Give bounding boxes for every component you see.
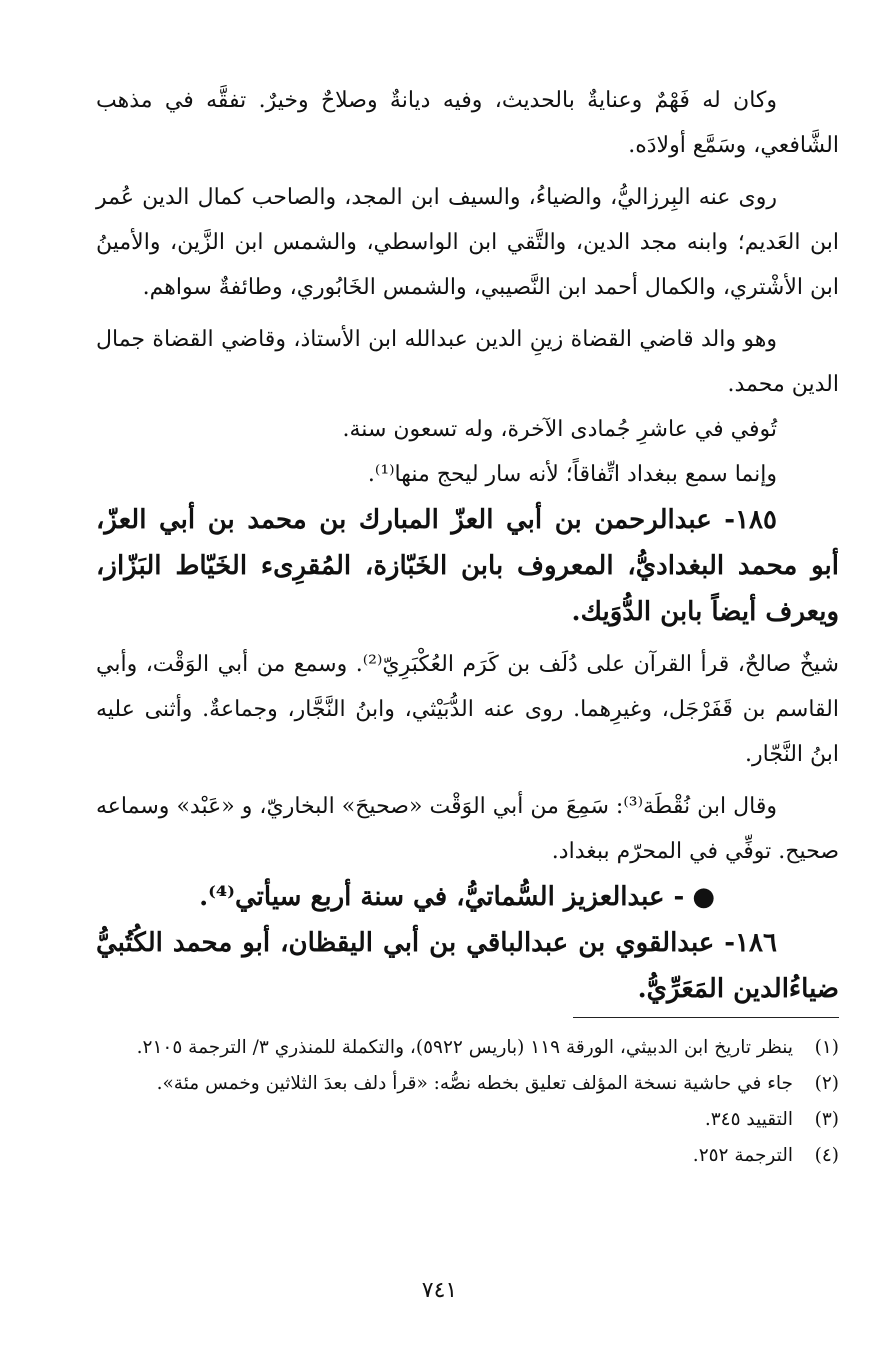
footnotes xyxy=(96,1030,839,1174)
footnote-text: ينظر تاريخ ابن الدبيثي، الورقة ١١٩ (باريس ٥٩٢٢)، والتكملة للمنذري ٣/ الترجمة ٢١٠٥. xyxy=(136,1037,793,1058)
paragraph-5: وإنما سمع ببغداد اتِّفاقاً؛ لأنه سار ليحج منها⁽¹⁾. xyxy=(367,462,777,487)
footnote-text: التقييد ٣٤٥. xyxy=(704,1109,793,1130)
footnote-1 xyxy=(96,1030,839,1066)
footnote-text: جاء في حاشية نسخة المؤلف تعليق بخطه نصُّه: «قرأ دلف بعدَ الثلاثين وخمس مئة». xyxy=(156,1073,793,1094)
entry-186-heading: ١٨٦- عبدالقوي بن عبدالباقي بن أبي اليقظان، أبو محمد الكُتُبيُّ ضياءُالدين المَعَرِّيُّ. xyxy=(96,928,839,1004)
footnote-4 xyxy=(96,1138,839,1174)
footnote-number: (٤) xyxy=(814,1145,839,1166)
bullet-entry-text: - عبدالعزيز السُّماتيُّ، في سنة أربع سيأتي⁽⁴⁾. xyxy=(199,882,685,912)
entry-185-paragraph-1: شيخٌ صالحٌ، قرأ القرآن على دُلَف بن كَرَم العُكْبَرِيّ⁽²⁾. وسمع من أبي الوَقْت، وأبي القاسم بن قَفَرْجَل، وغيرِهما. روى عنه الدُّبَيْثي، وابنُ النَّجَّار، وجماعةٌ. وأثنى عليه ابنُ النَّجّار. xyxy=(96,652,839,767)
paragraph-4: تُوفي في عاشرِ جُمادى الآخرة، وله تسعون سنة. xyxy=(342,417,777,442)
page-number: ٧٤١ xyxy=(421,1278,458,1303)
footnote-number: (٢) xyxy=(814,1073,839,1094)
entry-185-paragraph-2: وقال ابن نُقْطَة⁽³⁾: سَمِعَ من أبي الوَقْت «صحيحَ» البخاريّ، و «عَبْد» وسماعه صحيح. توفِّي في المحرّم ببغداد. xyxy=(96,794,839,864)
footnote-2 xyxy=(96,1066,839,1102)
footnote-3 xyxy=(96,1102,839,1138)
footnote-number: (٣) xyxy=(814,1109,839,1130)
paragraph-2: روى عنه البِرزاليُّ، والضياءُ، والسيف ابن المجد، والصاحب كمال الدين عُمر ابن العَديم؛ وابنه مجد الدين، والتَّقي ابن الواسطي، والشمس ابن الزَّين، والأمينُ ابن الأشْتري، والكمال أحمد ابن النَّصيبي، والشمس الخَابُوري، وطائفةٌ سواهم. xyxy=(96,185,839,300)
bullet-entry xyxy=(96,874,839,920)
footnote-divider xyxy=(573,1017,839,1018)
footnote-number: (١) xyxy=(814,1037,839,1058)
entry-185-heading: ١٨٥- عبدالرحمن بن أبي العزّ المبارك بن محمد بن أبي العزّ، أبو محمد البغداديُّ، المعروف بابن الخَبّازة، المُقرِىء الخَيّاط البَزّاز، ويعرف أيضاً بابن الدُّوَيك. xyxy=(96,505,839,627)
paragraph-3: وهو والد قاضي القضاة زينِ الدين عبدالله ابن الأستاذ، وقاضي القضاة جمال الدين محمد. xyxy=(96,327,839,397)
main-text xyxy=(96,78,839,1012)
paragraph-1: وكان له فَهْمٌ وعنايةٌ بالحديث، وفيه ديانةٌ وصلاحٌ وخيرٌ. تفقَّه في مذهب الشَّافعي، وسَمَّع أولادَه. xyxy=(96,88,839,158)
footnote-text: الترجمة ٢٥٢. xyxy=(692,1145,793,1166)
bullet-icon: ● xyxy=(692,882,715,912)
